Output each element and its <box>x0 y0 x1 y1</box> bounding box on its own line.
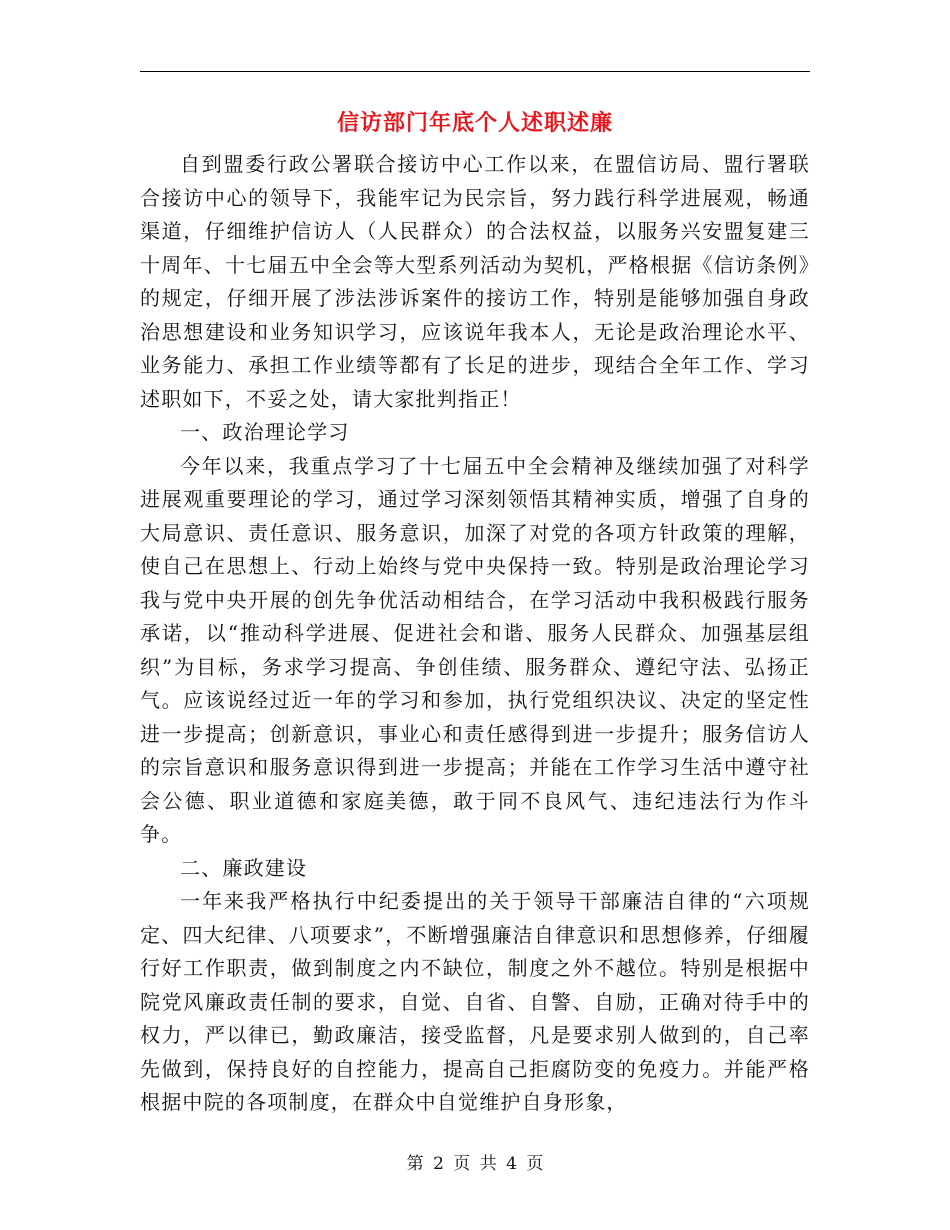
section-heading-political-study: 一、政治理论学习 <box>180 420 350 444</box>
page-number-footer: 第 2 页 共 4 页 <box>406 1154 544 1174</box>
section-heading-integrity: 二、廉政建设 <box>180 855 308 880</box>
header-rule <box>140 71 810 72</box>
paragraph-intro: 自到盟委行政公署联合接访中心工作以来，在盟信访局、盟行署联合接访中心的领导下，我能牢记为民宗旨，努力践行科学进展观，畅通渠道，仔细维护信访人（人民群众）的合法权益，以服务兴安盟复建三十周年、十七届五中全会等大型系列活动为契机，严格根据《信访条例》的规定，仔细开展了涉法涉诉案件的接访工作，特别是能够加强自身政治思想建设和业务知识学习，应该说年我本人，无论是政治理论水平、业务能力、承担工作业绩等都有了长足的进步，现结合全年工作、学习述职如下，不妥之处，请大家批判指正！ <box>140 152 810 411</box>
paragraph-integrity: 一年来我严格执行中纪委提出的关于领导干部廉洁自律的“六项规定、四大纪律、八项要求”，不断增强廉洁自律意识和思想修养，仔细履行好工作职责，做到制度之内不缺位，制度之外不越位。特别是根据中院党风廉政责任制的要求，自觉、自省、自警、自励，正确对待手中的权力，严以律已，勤政廉洁，接受监督，凡是要求别人做到的，自己率先做到，保持良好的自控能力，提高自己拒腐防变的免疫力。并能严格根据中院的各项制度，在群众中自觉维护自身形象， <box>140 889 810 1114</box>
paragraph-political-study: 今年以来，我重点学习了十七届五中全会精神及继续加强了对科学进展观重要理论的学习，通过学习深刻领悟其精神实质，增强了自身的大局意识、责任意识、服务意识，加深了对党的各项方针政策的理解，使自己在思想上、行动上始终与党中央保持一致。特别是政治理论学习我与党中央开展的创先争优活动相结合，在学习活动中我积极践行服务承诺，以“推动科学进展、促进社会和谐、服务人民群众、加强基层组织”为目标，务求学习提高、争创佳绩、服务群众、遵纪守法、弘扬正气。应该说经过近一年的学习和参加，执行党组织决议、决定的坚定性进一步提高；创新意识，事业心和责任感得到进一步提升；服务信访人的宗旨意识和服务意识得到进一步提高；并能在工作学习生活中遵守社会公德、职业道德和家庭美德，敢于同不良风气、违纪违法行为作斗争。 <box>140 453 810 846</box>
document-body <box>140 148 810 1120</box>
document-title: 信访部门年底个人述职述廉 <box>336 110 613 136</box>
